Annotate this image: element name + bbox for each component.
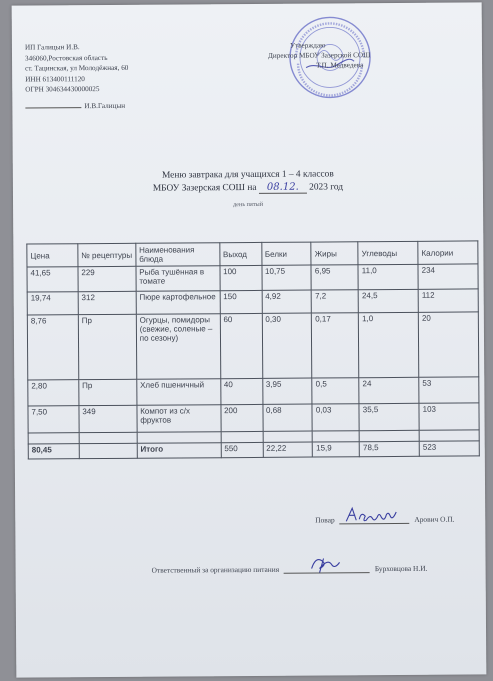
cell: 150 [220,290,262,313]
cell: 7,2 [312,290,359,313]
table-row [28,377,479,406]
cell: 229 [78,266,136,291]
cell: 7,50 [28,406,79,433]
cell: 41,65 [27,267,78,292]
document-page [12,2,487,677]
menu-day: день пятый [233,200,264,209]
director-title: Директор МБОУ Зазерской СОШ [267,50,371,60]
responsible-label: Ответственный за организацию питания [151,564,280,575]
cell: 3,95 [262,378,312,404]
org-signature-line [25,101,128,112]
cell: 200 [221,404,263,431]
cell: 0,30 [262,313,312,378]
cell: 103 [419,403,479,430]
cell: 234 [418,264,478,289]
cell: 24 [359,377,419,403]
table-row [27,264,478,292]
org-line: ст. Тацинская, ул Молодёжная, 60 [25,64,129,73]
cell: 19,74 [27,292,78,315]
cell: 2,80 [28,380,79,406]
org-line: ОГРН 304634430000025 [25,85,100,94]
cell: 40 [220,378,262,404]
cell: 349 [79,405,137,432]
responsible-signature [306,554,350,574]
cell: 1,0 [359,312,419,377]
cell: Рыба тушённая в томате [136,266,220,292]
cell: 0,17 [312,313,359,378]
menu-subtitle [13,180,483,195]
col-header-recipe: № рецептуры [78,243,136,266]
col-header-yield: Выход [219,242,261,265]
cook-signature [343,505,405,525]
cook-signature-row [315,511,454,525]
col-header-fat: Жиры [311,242,358,265]
cell [79,443,137,458]
cell: Пр [79,379,137,405]
total-carbs: 78,5 [359,441,419,456]
total-calories: 523 [419,441,479,456]
cell: 0,03 [312,404,359,431]
table-row [27,312,478,380]
total-price: 80,45 [28,444,79,459]
cell: 11,0 [358,264,418,289]
org-line: ИП Галицын И.В. [24,43,80,52]
col-header-price: Цена [27,244,78,267]
menu-table [26,240,479,459]
cell: 53 [419,377,479,403]
responsible-name: Бурховцова Н.И. [374,563,428,574]
org-line: ИНН 613400111120 [25,74,85,84]
approval-block [268,41,371,71]
menu-year: 2023 год [309,182,344,193]
menu-date: 08.12. [259,182,307,194]
menu-title: Меню завтрака для учащихся 1 – 4 классов [161,169,334,181]
total-yield: 550 [221,442,263,457]
cell: Пр [78,314,136,379]
cell: 10,75 [261,265,311,290]
total-fat: 15,9 [313,442,360,457]
cell: 312 [78,291,136,314]
org-requisites [25,42,129,112]
table-row [28,403,479,433]
cell: Огурцы, помидоры (свежие, соленые – по сезону) [136,314,220,380]
cell: 0,68 [262,404,312,431]
school-name: МБОУ Зазерская СОШ на [152,182,257,194]
cell: 4,92 [262,290,312,313]
cell: 100 [220,265,262,290]
cell: Компот из с/х фруктов [137,405,221,433]
col-header-dish: Наименования блюда [136,243,220,267]
org-line: 346060,Ростовская область [24,53,108,63]
cell: 24,5 [358,289,418,312]
total-protein: 22,22 [263,442,313,457]
col-header-calories: Калории [418,241,478,264]
cell: 0,5 [312,378,359,404]
cell: 60 [220,313,262,378]
cell: 20 [418,312,478,377]
responsible-signature-row [152,560,428,575]
cell: 8,76 [27,315,78,380]
cell: Пюре картофельное [136,291,220,315]
col-header-protein: Белки [261,242,311,265]
col-header-carbs: Углеводы [358,241,418,264]
cell: 6,95 [311,265,358,290]
cell: 112 [418,289,478,312]
director-name: Т.П. Медведева [316,60,364,70]
table-row [27,289,478,315]
total-label: Итого [137,443,221,459]
cook-label: Повар [315,515,335,525]
cell: 35,5 [359,403,419,430]
table-total-row [28,441,479,459]
table-header-row [27,241,478,267]
approve-label: Утверждаю [289,41,326,50]
cell: Хлеб пшеничный [137,379,221,406]
cook-name: Арович О.П. [414,514,455,524]
org-signer: И.В.Галицын [84,101,126,111]
